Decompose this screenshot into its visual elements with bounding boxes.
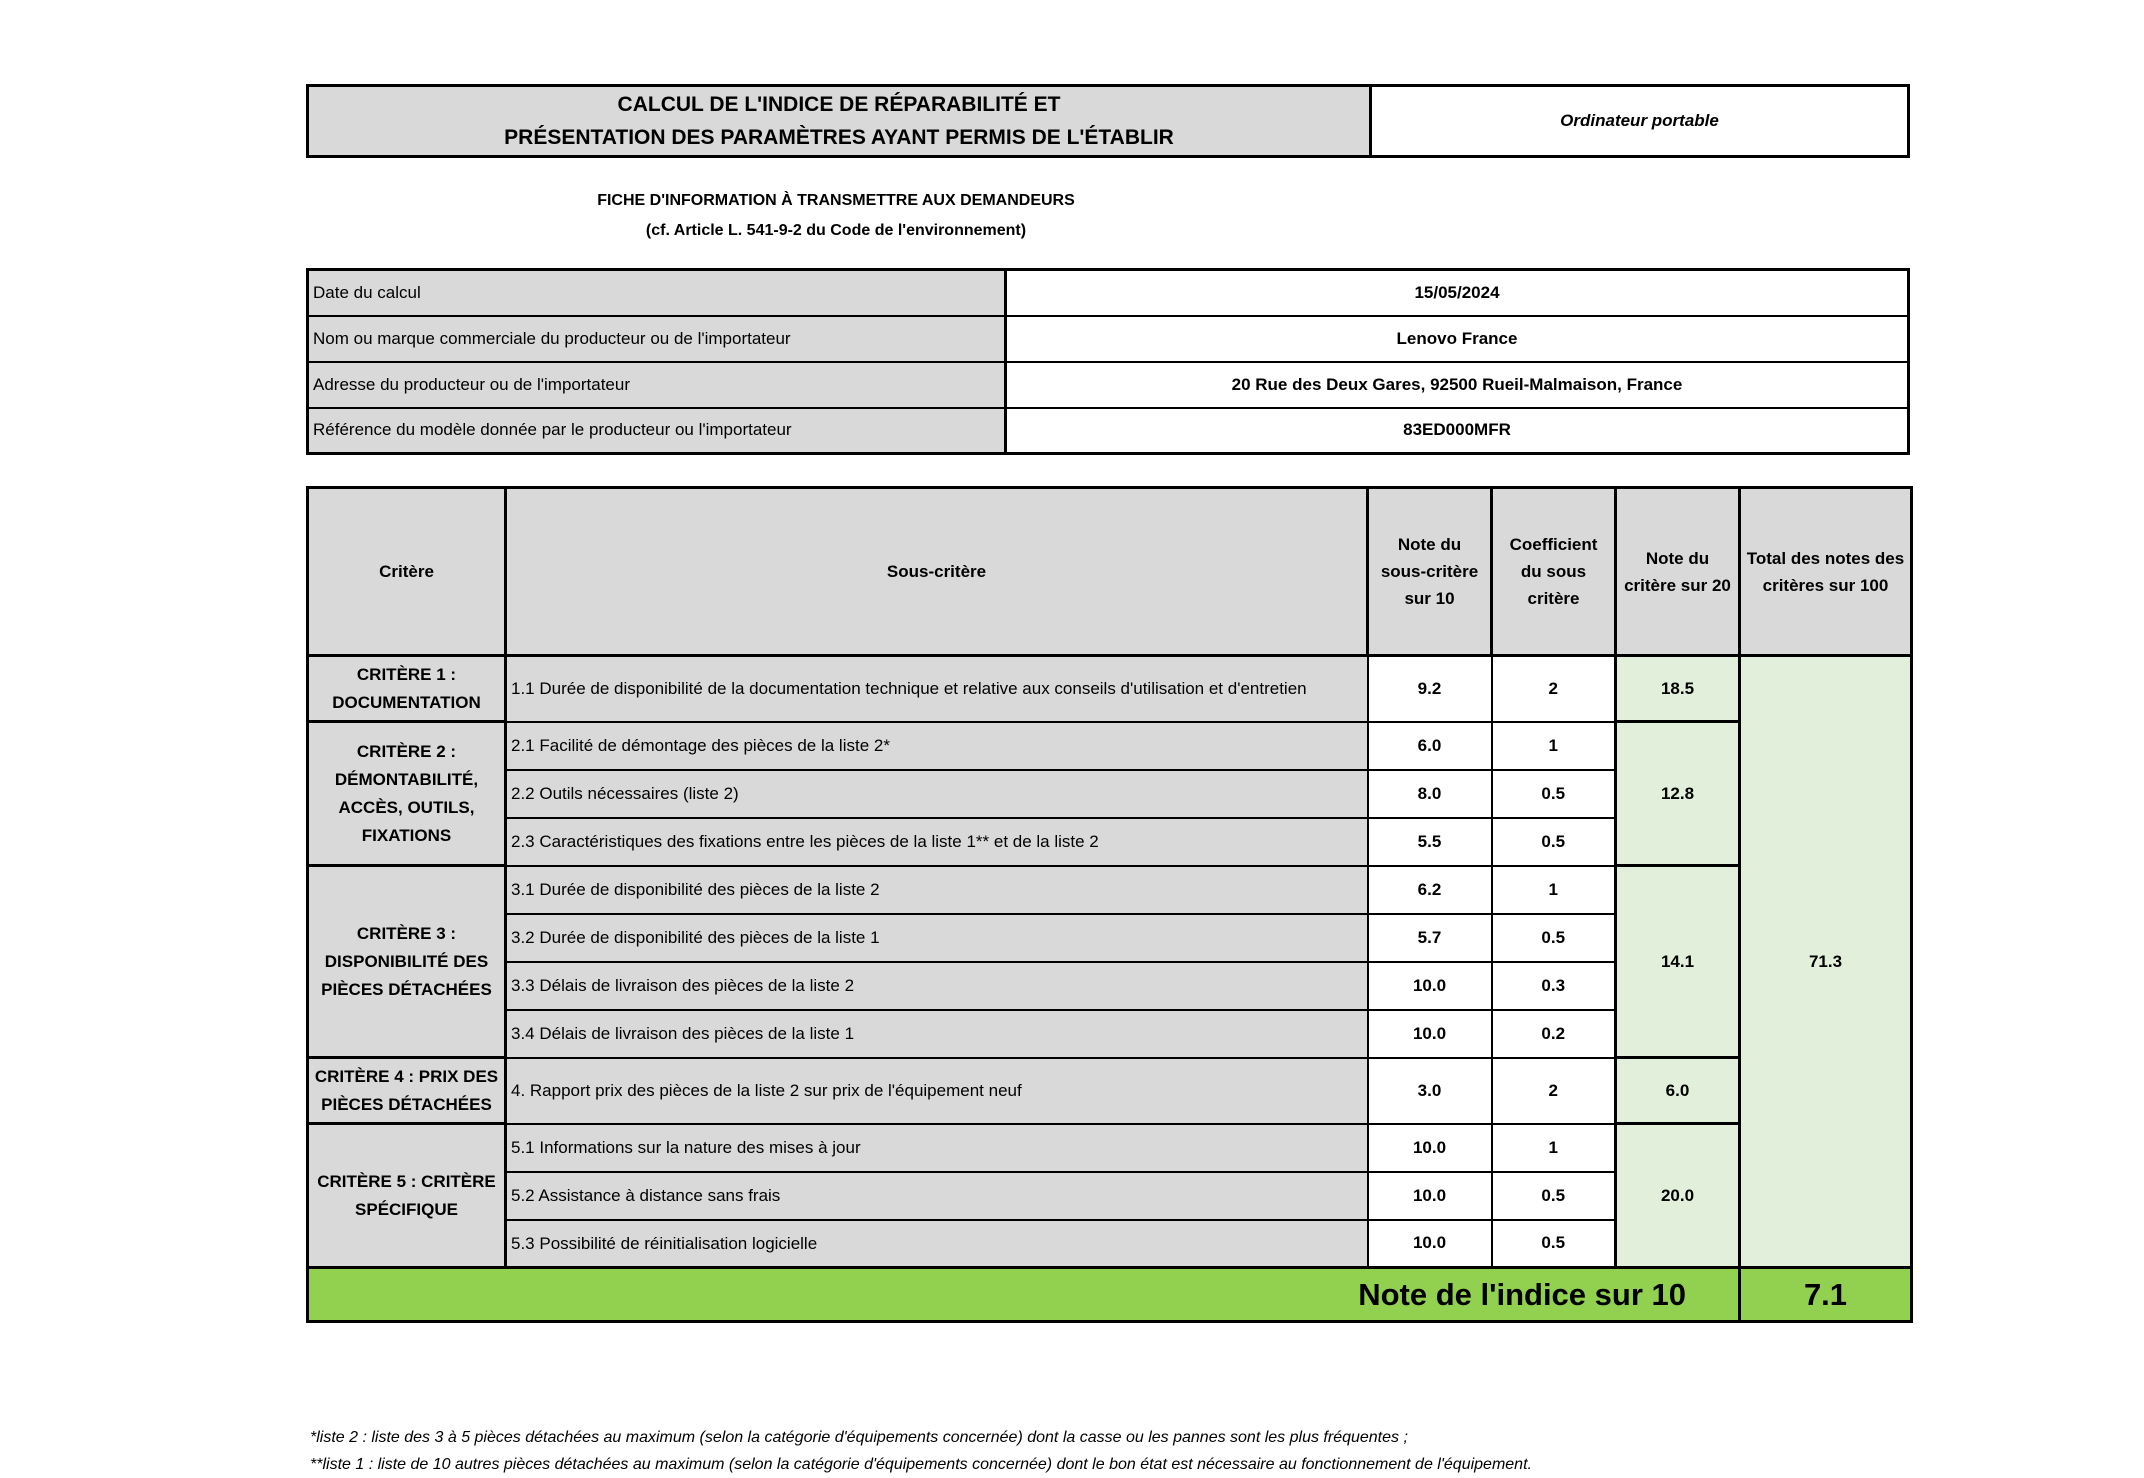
sub-criterion-label: 3.2 Durée de disponibilité des pièces de la liste 1 [506,914,1368,962]
criterion-score: 20.0 [1616,1124,1740,1268]
sub-criterion-label: 2.2 Outils nécessaires (liste 2) [506,770,1368,818]
sub-criterion-score: 6.2 [1368,866,1492,914]
info-value: 83ED000MFR [1006,408,1909,454]
header-critere: Critère [308,488,506,656]
sub-criterion-score: 10.0 [1368,1220,1492,1268]
table-row [308,866,1912,914]
summary-row [308,1268,1912,1322]
info-row [308,362,1909,408]
criterion-label: CRITÈRE 3 : DISPONIBILITÉ DES PIÈCES DÉTACHÉES [308,866,506,1058]
sub-criterion-score: 8.0 [1368,770,1492,818]
header-note-sous-critere: Note du sous-critère sur 10 [1368,488,1492,656]
header-box [306,84,1910,158]
info-value: 15/05/2024 [1006,270,1909,316]
sub-criterion-label: 3.1 Durée de disponibilité des pièces de la liste 2 [506,866,1368,914]
sub-criterion-score: 10.0 [1368,1124,1492,1172]
table-row [308,656,1912,722]
sub-criterion-coefficient: 0.5 [1492,1220,1616,1268]
header-total: Total des notes des critères sur 100 [1740,488,1912,656]
sub-criterion-score: 10.0 [1368,1172,1492,1220]
sub-criterion-label: 5.2 Assistance à distance sans frais [506,1172,1368,1220]
criterion-label: CRITÈRE 4 : PRIX DES PIÈCES DÉTACHÉES [308,1058,506,1124]
header-sous-critere: Sous-critère [506,488,1368,656]
sub-criterion-coefficient: 0.5 [1492,1172,1616,1220]
sub-criterion-label: 2.1 Facilité de démontage des pièces de la liste 2* [506,722,1368,770]
repairability-sheet [306,84,1910,1473]
criterion-label: CRITÈRE 2 : DÉMONTABILITÉ, ACCÈS, OUTILS, FIXATIONS [308,722,506,866]
sub-criterion-score: 6.0 [1368,722,1492,770]
info-row [308,316,1909,362]
index-label: Note de l'indice sur 10 [308,1268,1740,1322]
sub-criterion-coefficient: 1 [1492,1124,1616,1172]
score-table [306,486,1913,1323]
sub-criterion-label: 5.1 Informations sur la nature des mises à jour [506,1124,1368,1172]
table-row [308,722,1912,770]
info-value: Lenovo France [1006,316,1909,362]
title-line-1: CALCUL DE L'INDICE DE RÉPARABILITÉ ET [617,93,1061,116]
sub-criterion-label: 5.3 Possibilité de réinitialisation logicielle [506,1220,1368,1268]
sub-criterion-score: 3.0 [1368,1058,1492,1124]
sub-criterion-score: 10.0 [1368,1010,1492,1058]
header-coefficient: Coefficient du sous critère [1492,488,1616,656]
info-label: Nom ou marque commerciale du producteur ou de l'importateur [308,316,1006,362]
sub-criterion-label: 3.3 Délais de livraison des pièces de la liste 2 [506,962,1368,1010]
sub-criterion-label: 1.1 Durée de disponibilité de la documentation technique et relative aux conseils d'utilisation et d'entretien [506,656,1368,722]
info-value: 20 Rue des Deux Gares, 92500 Rueil-Malmaison, France [1006,362,1909,408]
sub-criterion-coefficient: 1 [1492,722,1616,770]
footnote-liste-2: *liste 2 : liste des 3 à 5 pièces détachées au maximum (selon la catégorie d'équipements concernée) dont la casse ou les pannes sont les plus fréquentes ; [310,1429,1408,1446]
sheet-title [309,87,1372,155]
criterion-label: CRITÈRE 5 : CRITÈRE SPÉCIFIQUE [308,1124,506,1268]
product-category: Ordinateur portable [1560,111,1719,130]
info-label: Adresse du producteur ou de l'importateur [308,362,1006,408]
sub-criterion-coefficient: 1 [1492,866,1616,914]
sub-criterion-coefficient: 2 [1492,1058,1616,1124]
criterion-label: CRITÈRE 1 : DOCUMENTATION [308,656,506,722]
header-note-critere: Note du critère sur 20 [1616,488,1740,656]
info-row [308,270,1909,316]
sub-criterion-coefficient: 0.3 [1492,962,1616,1010]
sub-criterion-score: 9.2 [1368,656,1492,722]
sub-criterion-coefficient: 0.2 [1492,1010,1616,1058]
criterion-score: 12.8 [1616,722,1740,866]
index-score: 7.1 [1740,1268,1912,1322]
footnote-liste-1: **liste 1 : liste de 10 autres pièces détachées au maximum (selon la catégorie d'équipements concernée) dont le bon état est nécessaire au fonctionnement de l'équipement. [310,1456,1532,1473]
criterion-score: 6.0 [1616,1058,1740,1124]
table-row [308,1124,1912,1172]
sub-criterion-score: 10.0 [1368,962,1492,1010]
table-row [308,1058,1912,1124]
total-score: 71.3 [1740,656,1912,1268]
sub-criterion-score: 5.5 [1368,818,1492,866]
info-label: Date du calcul [308,270,1006,316]
criterion-score: 18.5 [1616,656,1740,722]
sub-header-line-1: FICHE D'INFORMATION À TRANSMETTRE AUX DEMANDEURS [597,192,1075,209]
sub-criterion-coefficient: 2 [1492,656,1616,722]
sub-criterion-coefficient: 0.5 [1492,914,1616,962]
sub-header [306,186,1366,246]
sub-criterion-coefficient: 0.5 [1492,770,1616,818]
footnotes [310,1424,1910,1478]
sub-criterion-score: 5.7 [1368,914,1492,962]
sub-criterion-label: 4. Rapport prix des pièces de la liste 2 sur prix de l'équipement neuf [506,1058,1368,1124]
criterion-score: 14.1 [1616,866,1740,1058]
info-label: Référence du modèle donnée par le producteur ou l'importateur [308,408,1006,454]
info-row [308,408,1909,454]
sub-criterion-coefficient: 0.5 [1492,818,1616,866]
sub-criterion-label: 2.3 Caractéristiques des fixations entre les pièces de la liste 1** et de la liste 2 [506,818,1368,866]
sub-header-line-2: (cf. Article L. 541-9-2 du Code de l'environnement) [645,222,1027,239]
info-table [306,268,1910,455]
sub-criterion-label: 3.4 Délais de livraison des pièces de la liste 1 [506,1010,1368,1058]
title-line-2: PRÉSENTATION DES PARAMÈTRES AYANT PERMIS DE L'ÉTABLIR [504,126,1174,149]
